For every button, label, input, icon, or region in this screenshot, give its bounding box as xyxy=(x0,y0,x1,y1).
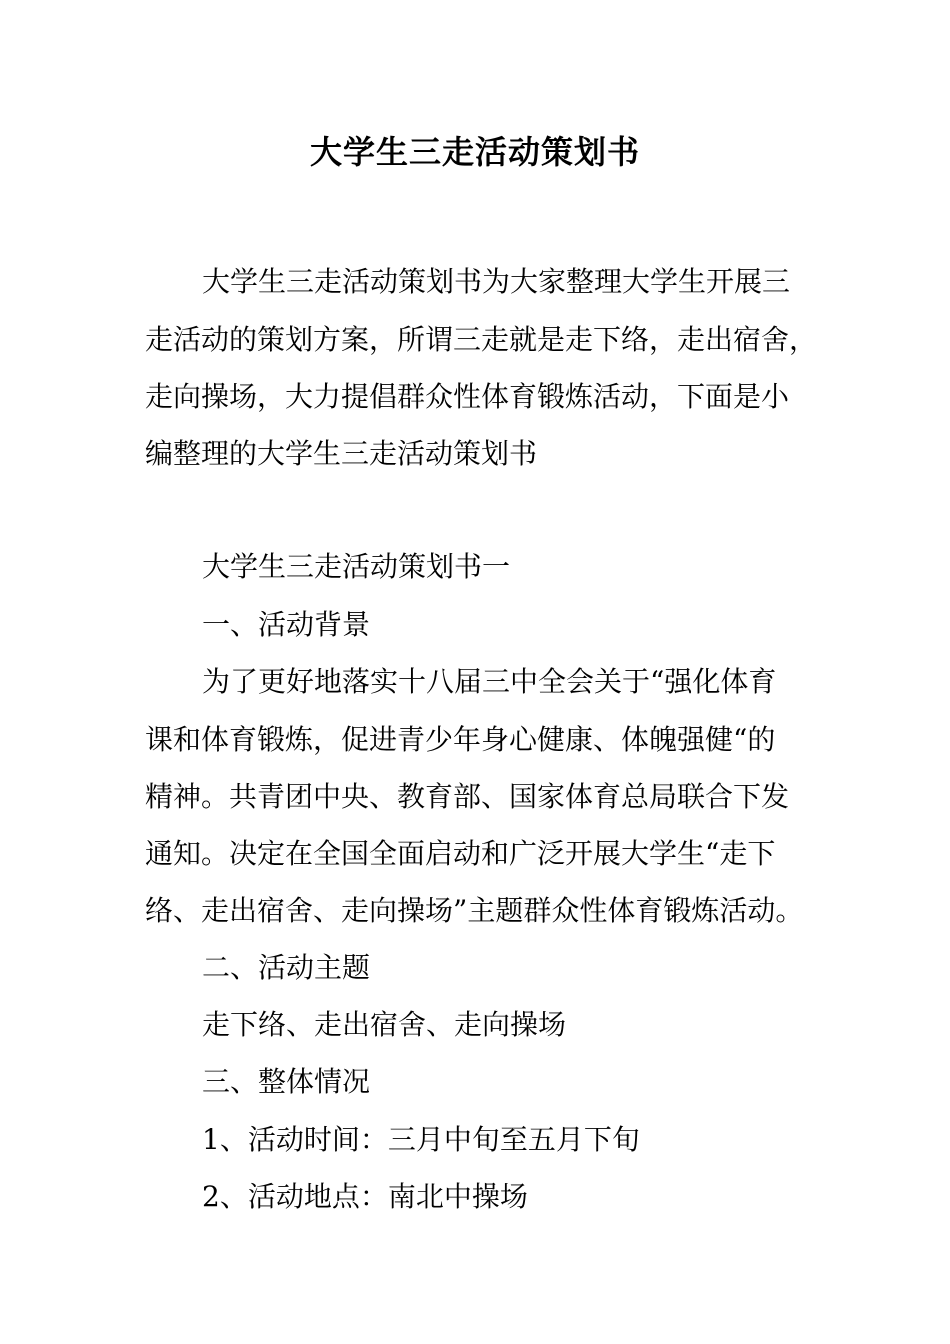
background-line-4: 通知。决定在全国全面启动和广泛开展大学生“走下 xyxy=(145,837,776,870)
intro-line-4: 编整理的大学生三走活动策划书 xyxy=(145,437,538,470)
intro-line-2: 走活动的策划方案，所谓三走就是走下络，走出宿舍， xyxy=(145,323,818,356)
background-line-2: 课和体育锻炼，促进青少年身心健康、体魄强健“的 xyxy=(145,723,776,756)
item-place: 2、活动地点：南北中操场 xyxy=(202,1180,528,1213)
theme-text: 走下络、走出宿舍、走向操场 xyxy=(202,1008,567,1041)
section-one-title: 大学生三走活动策划书一 xyxy=(202,550,511,583)
document-title: 大学生三走活动策划书 xyxy=(309,133,640,171)
heading-background: 一、活动背景 xyxy=(202,608,371,641)
background-line-5: 络、走出宿舍、走向操场”主题群众性体育锻炼活动。 xyxy=(145,894,804,927)
intro-line-3: 走向操场，大力提倡群众性体育锻炼活动，下面是小 xyxy=(145,380,790,413)
background-line-3: 精神。共青团中央、教育部、国家体育总局联合下发 xyxy=(145,780,790,813)
intro-line-1: 大学生三走活动策划书为大家整理大学生开展三 xyxy=(202,265,791,298)
item-time: 1、活动时间：三月中旬至五月下旬 xyxy=(202,1123,640,1156)
background-line-1: 为了更好地落实十八届三中全会关于“强化体育 xyxy=(202,665,777,698)
heading-theme: 二、活动主题 xyxy=(202,951,371,984)
heading-overall: 三、整体情况 xyxy=(202,1065,371,1098)
